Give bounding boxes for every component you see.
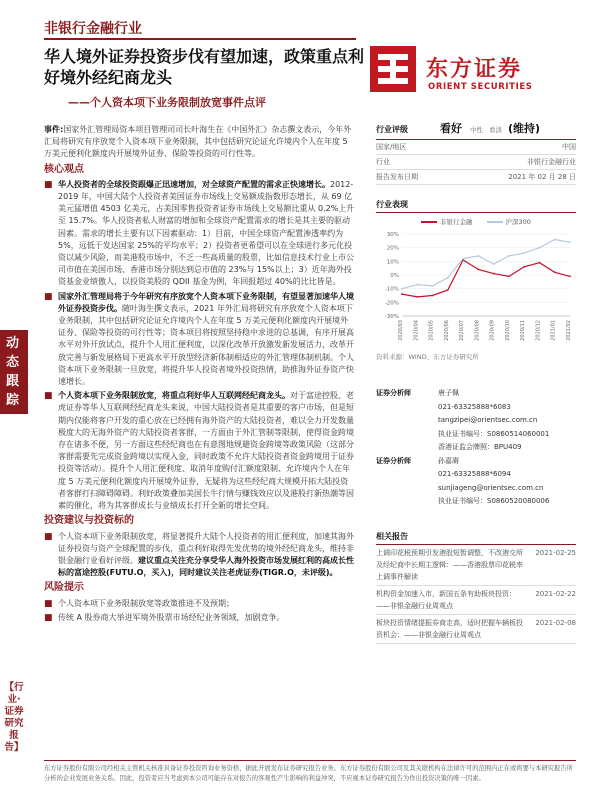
chart-x-tick-label: 2020/07 [459,320,466,341]
bullet-icon: ■ [44,598,53,609]
bullet-item [44,179,356,289]
chart-x-tick-label: 2021/01 [550,320,557,341]
header-divider [44,38,356,40]
chart-x-tick-label: 2020/10 [504,320,511,341]
related-report-item[interactable] [376,615,576,644]
info-value: 非银行金融行业 [527,158,576,166]
chart-point-series-0 [554,271,556,273]
report-body [44,124,356,626]
chart-point-series-0 [569,275,571,277]
chart-y-tick-label: 30% [386,232,399,238]
bullet-head: 个人资本项下业务限制放宽，将重点利好华人互联网经纪商龙头。 [58,391,290,401]
chart-x-tick-label: 2020/05 [428,320,435,341]
info-key: 报告发布日期 [376,173,418,181]
event-label: 事件: [44,125,64,134]
analyst-entry [376,387,576,455]
invest-text: 个人资本项下业务限制放宽，将显著提升大陆个人投资者的用汇便利度，加速其海外证券投资与资产全球配置的步伐，重点利好取得先发优势的境外经纪商龙头，维持非银金融行业看好评级。 [58,531,354,565]
chart-point-series-0 [539,262,541,264]
chart-legend [376,217,576,226]
chart-y-tick-label: -10% [384,286,399,293]
chart-x-tick-label: 2020/04 [413,320,420,341]
sidebar [376,120,576,644]
chart-point-series-0 [508,275,510,277]
chart-point-series-0 [477,269,479,271]
rating-level: 中性 [470,126,483,134]
chart-point-series-1 [523,252,525,254]
chart-point-series-1 [432,285,434,287]
rating-value: 看好 [440,122,462,135]
legend-label: 非银行金融 [440,218,473,226]
chart-x-tick-label: 2021/02 [566,320,572,341]
analyst-email[interactable]: sunjiageng@orientsec.com.cn [438,483,544,492]
bullet-item [44,390,356,512]
sector-label: 非银行金融行业 [44,21,142,37]
legend-swatch-series-0 [421,221,437,223]
legend-item [487,217,531,226]
event-text: 国家外汇管理局资本项目管理司司长叶海生在《中国外汇》杂志撰文表示，今年外汇局将研究有序放宽个人资本项下业务限制，其中包括研究论证允许境内个人在年度 5 万美元便利化额度内开展境外证券、保险等投资的可行性等。 [44,125,352,159]
logo-text-en: ORIENT SECURITIES [428,82,533,92]
chart-point-series-0 [447,289,449,291]
chart-x-tick-label: 2020/03 [398,320,404,341]
related-reports-title: 相关报告 [376,531,576,545]
analyst-hk-license: 香港证监会牌照：BPU409 [438,443,522,451]
chart-point-series-1 [477,255,479,257]
bullet-item [44,291,356,389]
chart-y-tick-label: 10% [386,259,399,266]
related-report-date: 2021-02-08 [535,618,576,627]
bullet-icon: ■ [44,531,53,542]
rating-level: 看淡 [489,126,502,134]
info-value: 2021 年 02 月 28 日 [508,173,576,181]
chart-y-tick-label: -30% [384,314,399,320]
side-band-label: 动态跟踪 [6,336,20,408]
chart-point-series-0 [432,295,434,297]
chart-point-series-0 [416,296,418,298]
chart-point-series-1 [462,258,464,260]
related-report-text[interactable]: 机构资金加速入市，新国五条有助板块投资：——非银金融行业周观点 [376,589,516,610]
report-subtitle: ——个人资本项下业务限制放宽事件点评 [68,96,266,109]
info-key: 行业 [376,158,390,166]
chart-x-tick-label: 2020/11 [520,320,527,341]
logo-text-cn: 东方证券 [426,57,523,82]
chart-point-series-0 [401,293,403,295]
chart-point-series-1 [539,247,541,249]
legend-swatch-series-1 [487,221,503,223]
orient-logo-mark-icon [370,46,416,92]
invest-item [44,531,356,580]
core-heading: 核心观点 [44,163,84,175]
risk-heading: 风险提示 [44,582,84,594]
related-report-item[interactable] [376,545,576,586]
bullet-body: 对于富途控股、老虎证券等华人互联网经纪商龙头来说，中国大陆投资者是其重要的客户市场，但是短期内仅能将客户开发的重心放在已经拥有海外资产的大陆投资者，难以全力开发数量极度大的无海外资产的大陆投资者客群，一方面由于外汇管制等限制，使得资金跨境存在诸多不便，另一方面这些经纪商也在有意图地规避资金跨境等政策风险（这部分客群需要先完成资金跨境以实现入金，同时政策不允许大陆投资者资金跨境用于证券投资等活动）。提升个人用汇便利度、取消年度购付汇额度限制、允许境内个人在年度 5 万美元便利化额度内开展境外证券，无疑将为这些经纪商大规模开拓大陆投资者客群打扫障碍障碍。利好政策叠加美国长牛行情与赚钱效应以及港股打新热潮等因素的催化，将为其客群成长与业绩成长打开全新的增长空间。 [58,391,354,511]
risk-item [44,598,356,610]
analyst-role: 证券分析师 [376,456,411,465]
chart-source: 资料来源：WIND、东方证券研究所 [376,353,479,361]
chart-point-series-1 [569,241,571,243]
chart-point-series-1 [401,288,403,290]
analyst-license: 执业证书编号：S0860520080006 [438,497,550,505]
bullet-body: 随叶海生撰文表示，2021 年外汇局将研究有序放宽个人资本项下业务限制，其中包括研究论证允许境内个人在年度 5 万美元便利化额度内开展境外证券、保险等投资的可行性等；资本项目将按照坚持稳中求进的总基调，有序开展高水平对外开放试点，提升个人用汇便利度，以深化改革开放激发新发展活力，改革开放完善与新发展格局下更高水平开放型经济新体制相适应的外汇管理体制机制。个人资本项下业务限制一旦放宽，将提升华人投资者境外投资热情，助推海外证券资产快速增长。 [58,303,354,387]
orient-securities-logo [364,18,574,112]
chart-point-series-0 [493,273,495,275]
chart-point-series-1 [447,277,449,279]
legend-item [421,217,473,226]
related-report-date: 2021-02-25 [535,548,576,557]
related-report-item[interactable] [376,586,576,615]
invest-heading: 投资建议与投资标的 [44,515,134,527]
chart-y-tick-label: 0% [390,273,399,279]
rating-status: (维持) [508,122,541,135]
rating-row [376,120,576,140]
bullet-head: 华人投资者的全球投资跟爆正迅速增加，对全球资产配置的需求正快速增长。 [58,179,330,189]
disclaimer-footer: 东方证券股份有限公司经相关主管机关核准具备证券投资咨询业务资格，据此开展发布证券研究报告业务。东方证券股份有限公司及其关联机构在法律许可的范围内正在或将要与本研究报告所分析的企业发展业务关系。因此，投资者应当考虑到本公司可能存在对报告的客观性产生影响的利益冲突，不应视本证券研究报告为作出投资决策的唯一因素。 [44,760,576,784]
invest-highlight: 建议重点关注充分享受华人海外投资市场发展红利的高成长性标的富途控股(FUTU.O，买入)，同时建议关注老虎证券(TIGR.O，未评级)。 [58,555,354,578]
legend-label: 沪深300 [505,218,531,226]
analyst-phone: 021-63325888*6083 [438,402,511,411]
chart-point-series-1 [493,263,495,265]
analyst-block [376,387,576,509]
info-row [376,140,576,155]
chart-point-series-1 [508,255,510,257]
bullet-icon: ■ [44,612,53,623]
risk-text: 个人资本项下业务限制放宽等政策推进不及预期； [58,598,234,608]
chart-x-tick-label: 2020/06 [443,320,450,341]
related-report-text[interactable]: 板块投资情绪提振券商走高，适时把握车辆板投资机会：——非银金融行业周观点 [376,618,523,639]
chart-x-tick-label: 2020/08 [474,320,481,341]
risk-item [44,612,356,624]
report-type-vertical-label: 【行业·证券研究报告】 [4,682,24,753]
info-key: 国家/地区 [376,143,407,151]
analyst-email[interactable]: tangzipei@orientsec.com.cn [438,416,538,424]
bullet-icon: ■ [44,291,53,302]
chart-x-tick-label: 2020/09 [489,320,496,341]
chart-point-series-1 [416,284,418,286]
bullet-head: 国家外汇管理局将于今年研究有序放宽个人资本项下业务限制，有望显著加速华人境外证券投资步伐。 [58,291,354,313]
chart-series-line-1 [402,240,570,289]
info-row [376,155,576,170]
performance-chart [376,228,576,346]
performance-title: 行业表现 [376,199,576,213]
report-title: 华人境外证券投资步伐有望加速，政策重点利好境外经纪商龙头 [44,47,365,87]
event-paragraph [44,124,356,161]
info-value: 中国 [562,143,576,151]
chart-y-tick-label: 20% [386,245,399,252]
analyst-name: 孙嘉赓 [438,456,459,465]
analyst-entry [376,455,576,509]
chart-series-line-0 [402,260,570,297]
risk-text: 传统 A 股券商大举进军境外股票市场经纪业务领域，加剧竞争。 [58,612,285,622]
chart-y-tick-label: -20% [384,300,399,307]
analyst-role: 证券分析师 [376,389,411,397]
chart-point-series-0 [523,266,525,268]
analyst-license: 执业证书编号：S0860514060001 [438,429,550,438]
rating-label: 行业评级 [376,125,408,134]
analyst-phone: 021-63325888*6094 [438,470,511,478]
analyst-name: 唐子佩 [438,389,459,397]
info-row [376,170,576,185]
related-report-date: 2021-02-22 [535,589,576,598]
bullet-icon: ■ [44,391,53,402]
chart-x-tick-label: 2020/12 [535,320,542,341]
related-report-text[interactable]: 上调印花税预期引发港股短暂调整，不改港交所及经纪商中长期主逻辑：——香港股票印花税率上调事件解读 [376,548,523,581]
bullet-body: 2012-2019 年，中国大陆个人投资者美国证券市场线上交易额成指数形态增长，从 69 亿美元猛增值 4503 亿美元，占美国零售投资者证券市场线上交易额比重从 0.2%上升至 15.7%。华人投资者私人财富的增加和全球资产配置需求的增长是其主要的驱动因素。需求的增长主要有以下因素驱动：1）目前，中国全球资产配置渗透率约为 5%，远低于发达国家 25%的平均水平；2）投资者更希望可以在全球进行多元化投资以减少风险，而美港股市场中，不乏一些高质量的股票，比如信息技术行业上市公司市值在美国市场、香港市场分别达到总市值的 23%与 15%以上；3）近年海外投资基金业绩傲人，以投资美股的 QDII 基金为例，年回报超过 40%的比比皆是。 [58,179,355,287]
chart-point-series-1 [554,239,556,241]
bullet-icon: ■ [44,179,53,190]
